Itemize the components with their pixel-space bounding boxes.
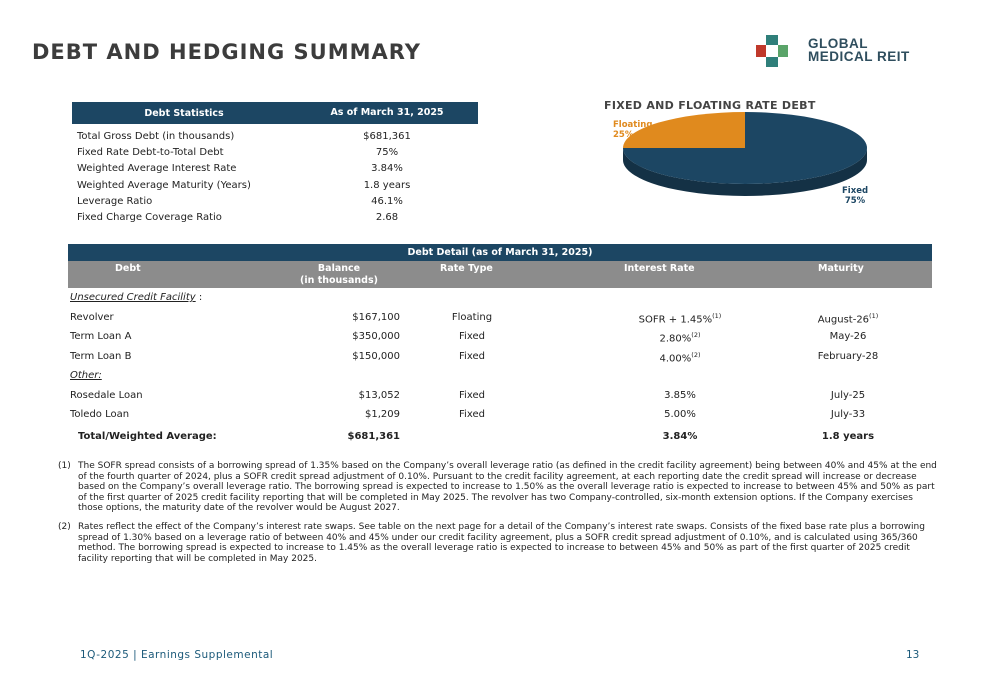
logo-cross-icon (748, 33, 802, 69)
cell-debt: Toledo Loan (70, 409, 130, 420)
stats-row (72, 144, 478, 160)
page-title: DEBT AND HEDGING SUMMARY (32, 40, 421, 64)
table-row (68, 327, 932, 347)
page-number: 13 (906, 649, 920, 661)
section-row (68, 366, 932, 386)
col-balance: Balance (in thousands) (300, 263, 378, 286)
footnote: (1) The SOFR spread consists of a borrowing spread of 1.35% based on the Company’s overall leverage ratio (as defined in the credit facility agreement) being between 40% and 45% at the end of the fourth quarter of 2024, plus a SOFR credit spread adjustment of 0.10%. Pursuant to the credit facility agreement, at each reporting date the credit spread will increase or decrease based on the Company’s overall leverage ratio. The borrowing spread is expected to increase to 1.50% as the overall leverage ratio is expected to increase to between 45% and 50% as part of the first quarter of 2025 credit facility reporting that will be completed in May 2025. The revolver has two Company-controlled, six-month extension options. If the Company exercises those options, the maturity date of the revolver would be August 2027. (58, 461, 937, 514)
table-row (68, 347, 932, 367)
rate-pie-chart (560, 110, 940, 210)
table-row (68, 405, 932, 425)
col-rate-type: Rate Type (440, 263, 493, 274)
section-label: Other: (70, 370, 102, 381)
logo-line1: GLOBAL (808, 36, 868, 51)
stats-header-date: As of March 31, 2025 (330, 107, 444, 118)
stats-label: Weighted Average Maturity (Years) (77, 179, 251, 191)
detail-title: Debt Detail (as of March 31, 2025) (68, 244, 932, 261)
stats-label: Total Gross Debt (in thousands) (77, 130, 235, 142)
stats-value: 1.8 years (363, 179, 411, 191)
cell-balance: $150,000 (352, 350, 400, 362)
cell-interest-rate: SOFR + 1.45%$^{(1)}$ (638, 311, 722, 325)
cell-rate-type: Fixed (459, 409, 485, 420)
debt-detail-table (68, 244, 932, 447)
cell-maturity: July-33 (830, 409, 866, 420)
stats-row (72, 128, 478, 144)
cell-debt: Revolver (70, 311, 114, 323)
stats-row (72, 161, 478, 177)
cell-balance: $350,000 (352, 331, 400, 342)
cell-interest-rate: 2.80%$^{(2)}$ (659, 331, 701, 345)
total-row (68, 425, 932, 447)
debt-statistics-table (72, 102, 478, 226)
stats-label: Weighted Average Interest Rate (77, 163, 237, 175)
pie-label-floating: Floating 25% (613, 120, 653, 140)
stats-value: 75% (375, 146, 399, 158)
cell-balance: $167,100 (352, 311, 400, 323)
total-rate: 3.84% (662, 430, 698, 442)
footnote: (2) Rates reflect the effect of the Company’s interest rate swaps. See table on the next page for a detail of the Company’s interest rate swaps. Consists of the fixed base rate plus a borrowing spread of 1.30% based on a leverage ratio of between 40% and 45% under our credit facility agreement, plus a SOFR credit spread adjustment of 0.10%, and is calculated using 365/360 method. The borrowing spread is expected to increase to 1.45% as the overall leverage ratio is expected to increase to between 45% and 50% as part of the first quarter of 2025 credit facility reporting that will be completed in May 2025. (58, 521, 925, 564)
cell-debt: Rosedale Loan (70, 389, 143, 401)
stats-label: Leverage Ratio (77, 195, 153, 207)
stats-header (72, 102, 478, 124)
logo-line2: MEDICAL REIT (808, 49, 910, 64)
cell-debt: Term Loan A (70, 331, 132, 342)
table-row (68, 386, 932, 406)
cell-balance: $1,209 (365, 409, 400, 420)
cell-interest-rate: 4.00%$^{(2)}$ (659, 350, 701, 364)
cell-maturity: July-25 (830, 389, 866, 401)
cell-debt: Term Loan B (70, 350, 132, 362)
cell-rate-type: Fixed (459, 331, 485, 342)
section-row: Unsecured Credit Facility : (70, 292, 203, 303)
stats-row (72, 193, 478, 209)
total-label: Total/Weighted Average: (78, 430, 217, 442)
pie-label-fixed: Fixed 75% (842, 186, 869, 206)
stats-label: Fixed Rate Debt-to-Total Debt (77, 146, 224, 158)
cell-rate-type: Fixed (459, 350, 485, 362)
footer-label: 1Q-2025 | Earnings Supplemental (80, 649, 274, 661)
cell-maturity: May-26 (829, 331, 867, 342)
cell-interest-rate: 5.00% (664, 409, 696, 420)
footnotes (58, 461, 938, 572)
col-debt: Debt (115, 263, 141, 274)
cell-maturity: February-28 (817, 350, 879, 362)
cell-maturity: August-26$^{(1)}$ (817, 311, 879, 325)
stats-value: 2.68 (375, 212, 399, 224)
stats-label: Fixed Charge Coverage Ratio (77, 212, 222, 224)
stats-header-label: Debt Statistics (144, 107, 224, 119)
cell-balance: $13,052 (358, 389, 400, 401)
pie-title: FIXED AND FLOATING RATE DEBT (604, 99, 816, 112)
company-logo (748, 33, 938, 69)
stats-value: 46.1% (371, 195, 403, 207)
cell-rate-type: Fixed (459, 389, 485, 401)
stats-value: $681,361 (363, 130, 411, 142)
table-row (68, 308, 932, 328)
section-label: Unsecured Credit Facility (70, 292, 196, 303)
total-maturity: 1.8 years (821, 430, 875, 442)
stats-value: 3.84% (371, 163, 403, 175)
cell-rate-type: Floating (451, 311, 493, 323)
col-maturity: Maturity (818, 263, 864, 274)
cell-interest-rate: 3.85% (664, 389, 696, 401)
col-interest-rate: Interest Rate (624, 263, 695, 274)
stats-row (72, 209, 478, 225)
detail-header (68, 261, 932, 288)
total-balance: $681,361 (347, 430, 400, 442)
stats-row (72, 177, 478, 193)
